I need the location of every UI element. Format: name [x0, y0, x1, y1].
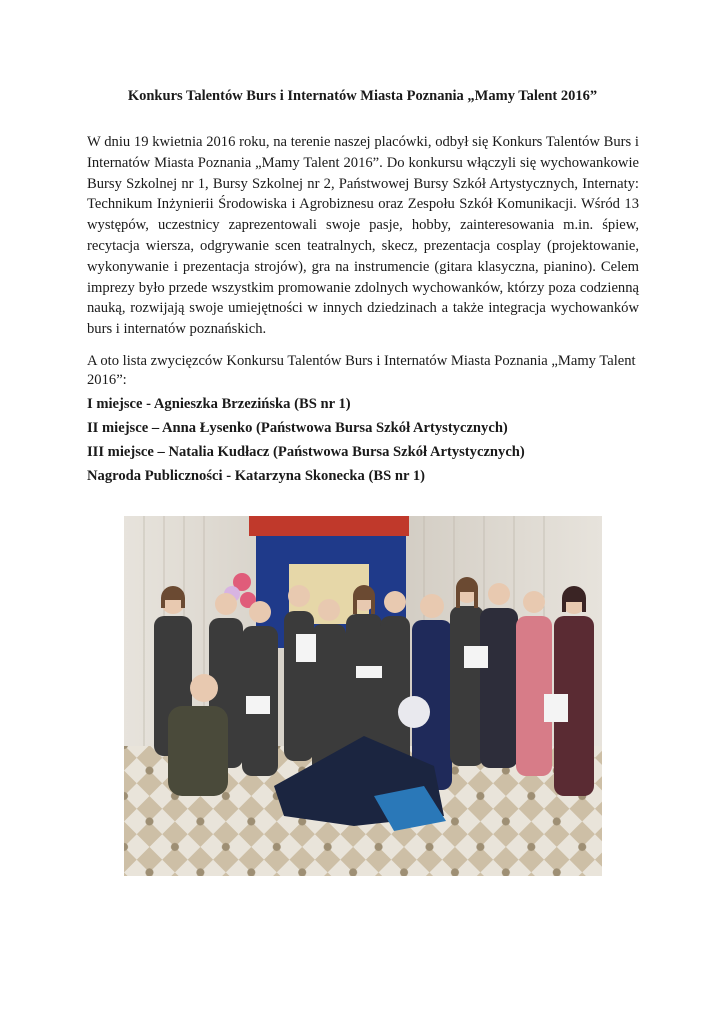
winner-audience: Nagroda Publiczności - Katarzyna Skonecka (BS nr 1): [87, 468, 425, 484]
winner-first: I miejsce - Agnieszka Brzezińska (BS nr 1): [87, 396, 351, 412]
winner-third: III miejsce – Natalia Kudłacz (Państwowa Bursa Szkół Artystycznych): [87, 444, 525, 460]
winners-list: [87, 392, 525, 488]
winners-intro: A oto lista zwycięzców Konkursu Talentów Burs i Internatów Miasta Poznania „Mamy Talent 2016”:: [87, 353, 636, 388]
body-paragraph: W dniu 19 kwietnia 2016 roku, na terenie naszej placówki, odbył się Konkurs Talentów Burs i Internatów Miasta Poznania „Mamy Talent 2016”. Do konkursu włączyli się wychowankowie Bursy Szkolnej nr 1, Bursy Szkolnej nr 2, Państwowej Bursy Szkół Artystycznych, Internaty: Technikum Inżynierii Środowiska i Agrobiznesu oraz Zespołu Szkół Komunikacji. Wśród 13 występów, uczestnicy zaprezentowali swoje pasje, hobby, zainteresowania m.in. śpiew, recytacja wiersza, odgrywanie scen teatralnych, skecz, prezentacja cosplay (projektowanie, wykonywanie i prezentacja strojów), gra na instrumencie (gitara klasyczna, pianino). Celem imprezy było przede wszystkim promowanie zdolnych wychowanków, którzy poza codzienną nauką, rozwijają swoje umiejętności w innych dziedzinach a także integracja wychowanków burs i internatów poznańskich.: [87, 134, 639, 338]
winner-second: II miejsce – Anna Łysenko (Państwowa Bursa Szkół Artystycznych): [87, 420, 508, 436]
group-photo: [124, 516, 602, 876]
document-title: Konkurs Talentów Burs i Internatów Miasta Poznania „Mamy Talent 2016”: [127, 88, 598, 104]
